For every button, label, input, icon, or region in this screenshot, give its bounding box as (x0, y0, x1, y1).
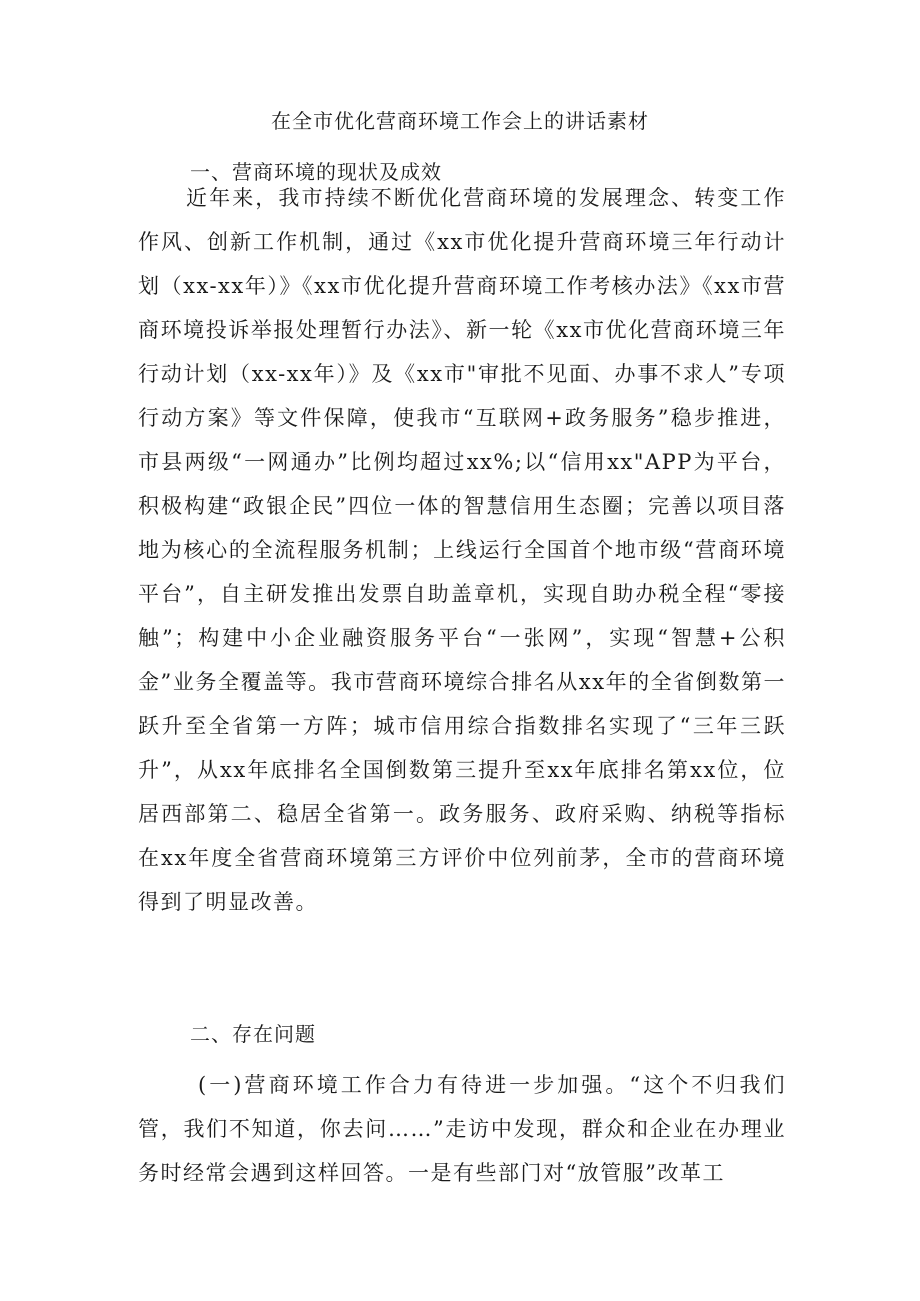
section-heading-problems: 二、存在问题 (190, 1022, 316, 1046)
section-paragraph-problems: (一)营商环境工作合力有待进一步加强。“这个不归我们管，我们不知道，你去问……”走访中发现，群众和企业在办理业务时经常会遇到这样回答。一是有些部门对“放管服”改革工 (138, 1073, 786, 1185)
document-title: 在全市优化营商环境工作会上的讲话素材 (271, 109, 649, 133)
section-heading-status: 一、营商环境的现状及成效 (190, 160, 442, 184)
section-paragraph-status: 近年来，我市持续不断优化营商环境的发展理念、转变工作作风、创新工作机制，通过《xx市优化提升营商环境三年行动计划（xx-xx年）》《xx市优化提升营商环境工作考核办法》《xx市营商环境投诉举报处理暂行办法》、新一轮《xx市优化营商环境三年行动计划（xx-xx年）》及《xx市"审批不见面、办事不求人”专项行动方案》等文件保障，使我市“互联网+政务服务”稳步推进，市县两级“一网通办”比例均超过xx%;以“信用xx"APP为平台，积极构建“政银企民”四位一体的智慧信用生态圈；完善以项目落地为核心的全流程服务机制；上线运行全国首个地市级“营商环境平台”，自主研发推出发票自助盖章机，实现自助办税全程“零接触”；构建中小企业融资服务平台“一张网”，实现“智慧+公积金”业务全覆盖等。我市营商环境综合排名从xx年的全省倒数第一跃升至全省第一方阵；城市信用综合指数排名实现了“三年三跃升”，从xx年底排名全国倒数第三提升至xx年底排名第xx位，位居西部第二、稳居全省第一。政务服务、政府采购、纳税等指标在xx年度全省营商环境第三方评价中位列前茅，全市的营商环境得到了明显改善。 (138, 186, 786, 914)
